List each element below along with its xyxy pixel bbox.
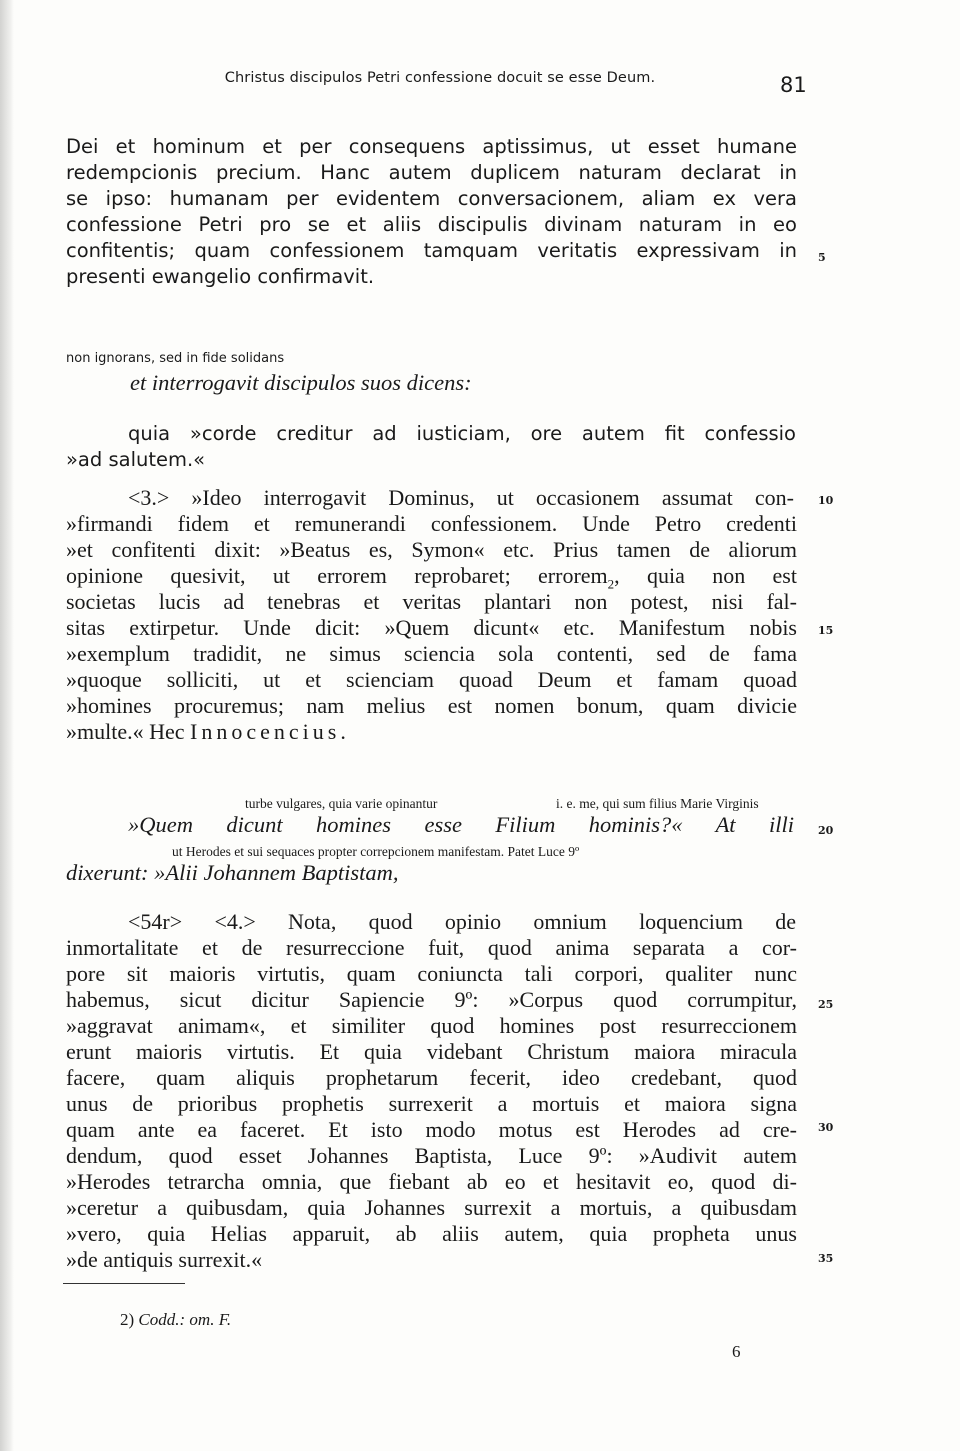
para4-line: »aggravat animam«, et similiter quod homines post resurreccionem <box>66 1013 797 1038</box>
author-name: Innocencius. <box>190 719 350 744</box>
quote-line: quia »corde creditur ad iusticiam, ore autem fit confessio <box>128 422 796 445</box>
para3-line: sitas extirpetur. Unde dicit: »Quem dicunt« etc. Manifestum nobis <box>66 615 797 640</box>
para3-line: »multe.« Hec Innocencius. <box>66 719 350 744</box>
lemma-line: dixerunt: »Alii Johannem Baptistam, <box>66 860 399 885</box>
line-number: 15 <box>818 624 834 637</box>
para3-line: <3.> »Ideo interrogavit Dominus, ut occasionem assumat con- <box>128 485 794 510</box>
para4-line: »vero, quia Helias apparuit, ab aliis autem, quia propheta unus <box>66 1221 797 1246</box>
footnote-text: Codd.: om. F. <box>138 1310 232 1329</box>
footnote <box>120 1310 231 1330</box>
interlinear-gloss: turbe vulgares, quia varie opinantur <box>245 796 438 811</box>
para4-line: »ceretur a quibusdam, quia Johannes surrexit a mortuis, a quibusdam <box>66 1195 797 1220</box>
para4-line: unus de prioribus prophetis surrexerit a mortuis et maiora signa <box>66 1091 797 1116</box>
interlinear-gloss: non ignorans, sed in fide solidans <box>66 351 285 366</box>
para4-line: »Herodes tetrarcha omnia, que fiebant ab eo et hesitavit eo, quod di- <box>66 1169 797 1194</box>
para1-line: confitentis; quam confessionem tamquam veritatis expressivam in <box>66 239 797 262</box>
para4-line: quam ante ea faceret. Et isto modo motus est Herodes ad cre- <box>66 1117 797 1142</box>
interlinear-gloss: i. e. me, qui sum filius Marie Virginis <box>556 796 759 811</box>
para4-line: <54r> <4.> Nota, quod opinio omnium loquencium de <box>128 909 796 934</box>
para3-line: societas lucis ad tenebras et veritas plantari non potest, nisi fal- <box>66 589 797 614</box>
interlinear-gloss: ut Herodes et sui sequaces propter correpcionem manifestam. Patet Luce 9º <box>172 844 580 859</box>
footnote-ref: 2 <box>607 576 615 592</box>
page-number: 81 <box>780 73 807 97</box>
line-number: 30 <box>818 1121 834 1134</box>
para1-line: presenti ewangelio confirmavit. <box>66 265 375 288</box>
line-number: 5 <box>818 251 826 264</box>
line-number: 10 <box>818 494 834 507</box>
signature-mark: 6 <box>732 1342 741 1361</box>
line-number: 25 <box>818 998 834 1011</box>
quote-line: »ad salutem.« <box>66 448 206 471</box>
para1-line: confessione Petri pro se et aliis discipulis divinam naturam in eo <box>66 213 797 236</box>
para4-line: pore sit maioris virtutis, quam coniuncta tali corpori, qualiter nunc <box>66 961 797 986</box>
footnote-rule <box>63 1283 185 1284</box>
para3-line: opinione quesivit, ut errorem reprobaret; errorem$_2$, quia non est <box>66 563 797 592</box>
para3-line: »et confitenti dixit: »Beatus es, Symon« etc. Prius tamen de aliorum <box>66 537 797 562</box>
para4-line: dendum, quod esset Johannes Baptista, Luce 9º: »Audivit autem <box>66 1143 797 1168</box>
para3-line: »exemplum tradidit, ne simus sciencia sola contenti, sed de fama <box>66 641 797 666</box>
page-edge-shadow <box>0 0 14 1451</box>
para4-line: erunt maioris virtutis. Et quia videbant Christum maiora miracula <box>66 1039 797 1064</box>
para1-line: Dei et hominum et per consequens aptissimus, ut esset humane <box>66 135 797 158</box>
para4-line: inmortalitate et de resurreccione fuit, quod anima separata a cor- <box>66 935 797 960</box>
lemma-line: et interrogavit discipulos suos dicens: <box>130 370 472 395</box>
footnote-mark: 2) <box>120 1310 135 1329</box>
para1-line: se ipso: humanam per evidentem conversacionem, aliam ex vera <box>66 187 797 210</box>
para4-line: habemus, sicut dicitur Sapiencie 9º: »Corpus quod corrumpitur, <box>66 987 797 1012</box>
para3-line: »homines procuremus; nam melius est nomen bonum, quam divicie <box>66 693 797 718</box>
running-title: Christus discipulos Petri confessione docuit se esse Deum. <box>224 70 656 86</box>
para4-line: facere, quam aliquis prophetarum fecerit, ideo credebant, quod <box>66 1065 797 1090</box>
para3-line: »firmandi fidem et remunerandi confessionem. Unde Petro credenti <box>66 511 797 536</box>
lemma-line: »Quem dicunt homines esse Filium hominis?« At illi <box>128 812 794 837</box>
para4-line: »de antiquis surrexit.« <box>66 1247 263 1272</box>
para1-line: redempcionis precium. Hanc autem duplicem naturam declarat in <box>66 161 797 184</box>
para3-line: »quoque solliciti, ut et scienciam quoad Deum et famam quoad <box>66 667 797 692</box>
line-number: 20 <box>818 824 834 837</box>
line-number: 35 <box>818 1252 834 1265</box>
